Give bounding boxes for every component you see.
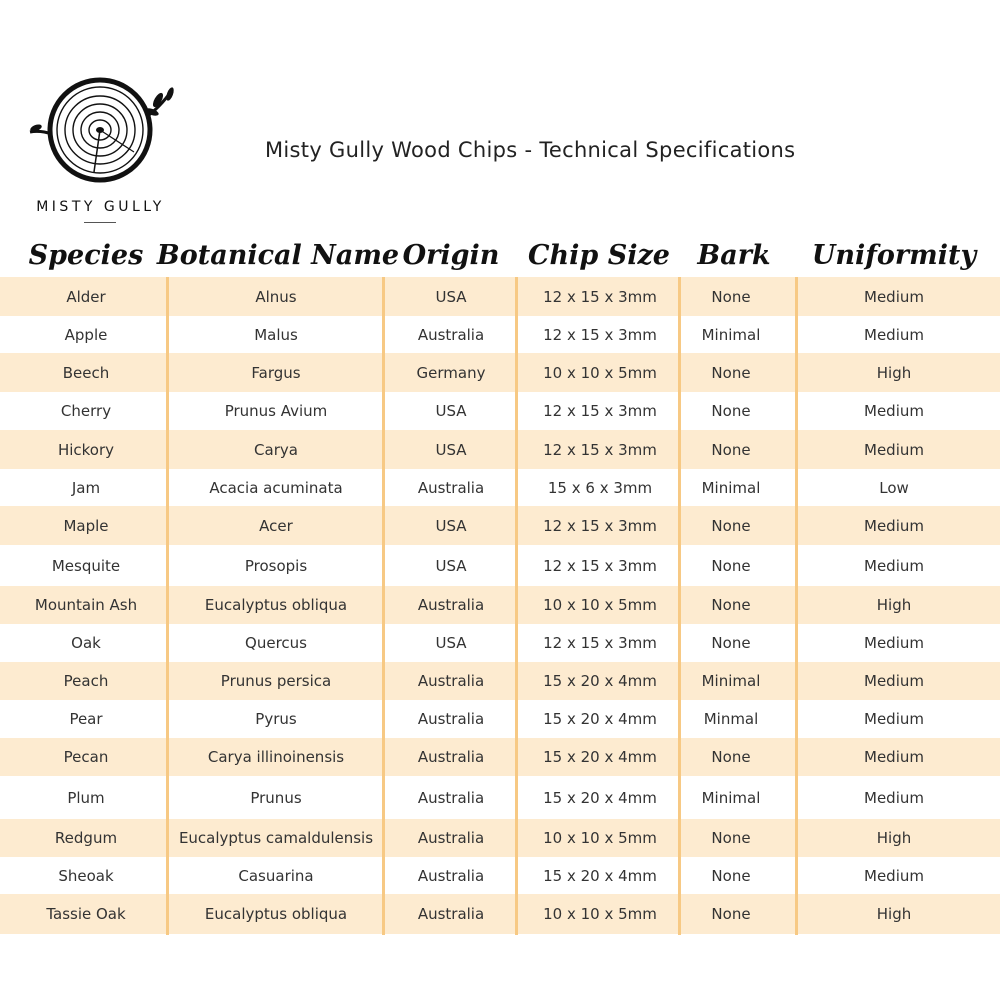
cell-species: Hickory <box>57 441 115 459</box>
cell-bark: None <box>711 557 751 575</box>
cell-bark: None <box>711 867 751 885</box>
cell-botanical-name: Carya <box>254 441 298 459</box>
cell-bark: None <box>711 596 751 614</box>
cell-botanical-name: Casuarina <box>238 867 314 885</box>
cell-uniformity: Medium <box>864 517 924 535</box>
cell-chip-size: 15 x 6 x 3mm <box>547 479 653 497</box>
cell-botanical-name: Prunus Avium <box>224 402 328 420</box>
cell-chip-size: 15 x 20 x 4mm <box>543 748 657 766</box>
cell-uniformity: Medium <box>864 710 924 728</box>
cell-origin: Australia <box>417 748 485 766</box>
page-title: Misty Gully Wood Chips - Technical Specifications <box>265 138 796 162</box>
cell-species: Mesquite <box>51 557 121 575</box>
brand-logo <box>18 72 183 227</box>
cell-chip-size: 12 x 15 x 3mm <box>543 288 657 306</box>
cell-chip-size: 12 x 15 x 3mm <box>543 557 657 575</box>
cell-chip-size: 10 x 10 x 5mm <box>543 905 657 923</box>
cell-chip-size: 10 x 10 x 5mm <box>543 364 657 382</box>
cell-botanical-name: Eucalyptus obliqua <box>204 596 348 614</box>
cell-species: Plum <box>67 789 105 807</box>
cell-uniformity: Medium <box>864 789 924 807</box>
cell-origin: Australia <box>417 867 485 885</box>
cell-species: Apple <box>64 326 108 344</box>
cell-chip-size: 12 x 15 x 3mm <box>543 517 657 535</box>
cell-chip-size: 15 x 20 x 4mm <box>543 789 657 807</box>
cell-uniformity: Medium <box>864 288 924 306</box>
table-row <box>0 738 1000 776</box>
cell-species: Beech <box>62 364 110 382</box>
cell-botanical-name: Eucalyptus obliqua <box>204 905 348 923</box>
header-species: Species <box>28 240 144 271</box>
cell-species: Maple <box>63 517 109 535</box>
cell-origin: USA <box>435 517 467 535</box>
table-row <box>0 545 1000 586</box>
table-row <box>0 894 1000 934</box>
cell-botanical-name: Pyrus <box>255 710 297 728</box>
header-botanical-name: Botanical Name <box>156 240 400 271</box>
cell-species: Pear <box>69 710 103 728</box>
table-row <box>0 353 1000 392</box>
cell-origin: Australia <box>417 596 485 614</box>
column-separator <box>166 277 169 935</box>
cell-chip-size: 10 x 10 x 5mm <box>543 829 657 847</box>
cell-chip-size: 15 x 20 x 4mm <box>543 710 657 728</box>
header-chip-size: Chip Size <box>528 240 670 271</box>
cell-species: Alder <box>66 288 106 306</box>
brand-name: MISTY GULLY <box>36 199 165 215</box>
cell-bark: None <box>711 402 751 420</box>
cell-origin: Australia <box>417 789 485 807</box>
cell-bark: None <box>711 517 751 535</box>
table-row <box>0 776 1000 819</box>
cell-bark: None <box>711 905 751 923</box>
cell-botanical-name: Alnus <box>255 288 297 306</box>
cell-uniformity: Medium <box>864 557 924 575</box>
cell-bark: None <box>711 829 751 847</box>
header-bark: Bark <box>697 240 771 271</box>
table-row <box>0 469 1000 506</box>
table-header <box>0 240 1000 278</box>
cell-uniformity: Medium <box>864 326 924 344</box>
cell-bark: None <box>711 441 751 459</box>
table-row <box>0 624 1000 662</box>
cell-chip-size: 10 x 10 x 5mm <box>543 596 657 614</box>
cell-uniformity: Medium <box>864 748 924 766</box>
cell-uniformity: High <box>876 905 912 923</box>
cell-botanical-name: Prosopis <box>244 557 308 575</box>
column-separator <box>795 277 798 935</box>
table-row <box>0 662 1000 700</box>
cell-chip-size: 12 x 15 x 3mm <box>543 326 657 344</box>
cell-uniformity: Medium <box>864 867 924 885</box>
cell-uniformity: Medium <box>864 672 924 690</box>
cell-chip-size: 12 x 15 x 3mm <box>543 402 657 420</box>
cell-species: Mountain Ash <box>34 596 138 614</box>
table-row <box>0 506 1000 545</box>
cell-origin: Australia <box>417 672 485 690</box>
cell-chip-size: 15 x 20 x 4mm <box>543 867 657 885</box>
table-row <box>0 392 1000 430</box>
cell-origin: USA <box>435 441 467 459</box>
cell-botanical-name: Prunus <box>250 789 302 807</box>
cell-species: Tassie Oak <box>46 905 126 923</box>
tree-ring-icon <box>22 72 182 197</box>
cell-botanical-name: Prunus persica <box>220 672 332 690</box>
header-origin: Origin <box>402 240 500 271</box>
column-separator <box>382 277 385 935</box>
cell-bark: None <box>711 748 751 766</box>
cell-origin: Australia <box>417 326 485 344</box>
cell-uniformity: Medium <box>864 441 924 459</box>
cell-uniformity: High <box>876 829 912 847</box>
cell-bark: Minimal <box>701 479 761 497</box>
cell-botanical-name: Malus <box>254 326 298 344</box>
table-row <box>0 857 1000 894</box>
column-separator <box>678 277 681 935</box>
table-row <box>0 316 1000 353</box>
cell-origin: Australia <box>417 479 485 497</box>
cell-uniformity: Medium <box>864 634 924 652</box>
cell-uniformity: High <box>876 364 912 382</box>
cell-uniformity: Low <box>879 479 909 497</box>
cell-botanical-name: Fargus <box>251 364 301 382</box>
cell-bark: None <box>711 364 751 382</box>
cell-chip-size: 12 x 15 x 3mm <box>543 634 657 652</box>
cell-botanical-name: Eucalyptus camaldulensis <box>178 829 374 847</box>
table-row <box>0 430 1000 469</box>
cell-species: Sheoak <box>58 867 114 885</box>
cell-chip-size: 15 x 20 x 4mm <box>543 672 657 690</box>
cell-origin: Australia <box>417 905 485 923</box>
table-row <box>0 586 1000 624</box>
cell-species: Redgum <box>54 829 118 847</box>
cell-bark: Minimal <box>701 789 761 807</box>
cell-origin: USA <box>435 634 467 652</box>
cell-bark: Minimal <box>701 326 761 344</box>
cell-species: Oak <box>71 634 101 652</box>
cell-botanical-name: Acacia acuminata <box>209 479 343 497</box>
cell-bark: None <box>711 288 751 306</box>
cell-uniformity: High <box>876 596 912 614</box>
table-row <box>0 700 1000 738</box>
cell-chip-size: 12 x 15 x 3mm <box>543 441 657 459</box>
cell-uniformity: Medium <box>864 402 924 420</box>
cell-bark: Minmal <box>703 710 759 728</box>
cell-bark: None <box>711 634 751 652</box>
cell-origin: Australia <box>417 710 485 728</box>
column-separator <box>515 277 518 935</box>
table-row <box>0 277 1000 316</box>
cell-bark: Minimal <box>701 672 761 690</box>
cell-species: Pecan <box>63 748 109 766</box>
cell-species: Cherry <box>60 402 112 420</box>
cell-origin: Australia <box>417 829 485 847</box>
cell-botanical-name: Carya illinoinensis <box>207 748 345 766</box>
cell-origin: USA <box>435 402 467 420</box>
cell-species: Peach <box>63 672 109 690</box>
header-uniformity: Uniformity <box>811 240 977 271</box>
logo-divider <box>84 222 116 223</box>
cell-origin: USA <box>435 288 467 306</box>
cell-botanical-name: Quercus <box>245 634 307 652</box>
cell-species: Jam <box>71 479 101 497</box>
cell-origin: Germany <box>416 364 486 382</box>
table-row <box>0 819 1000 857</box>
cell-origin: USA <box>435 557 467 575</box>
cell-botanical-name: Acer <box>259 517 293 535</box>
